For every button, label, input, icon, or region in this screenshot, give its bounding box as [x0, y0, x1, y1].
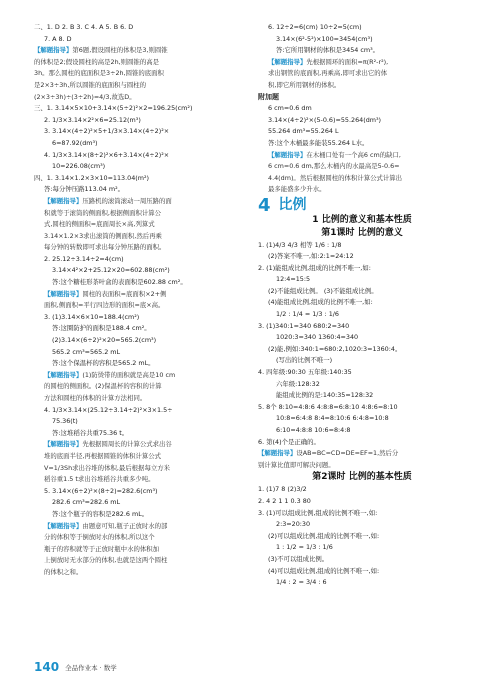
answer-text: 2. 25.12÷3.14÷2=4(cm)	[44, 254, 124, 263]
answer-line	[34, 393, 242, 405]
lesson-1-answers	[258, 240, 466, 472]
answer-text: 7. A 8. D	[44, 34, 72, 43]
answer-text: 最多能盛多少升水。	[268, 185, 326, 194]
answer-text: 面积,侧面积=平行四边形的面积=底×高。	[44, 301, 165, 310]
answer-line	[34, 68, 242, 80]
answer-text: 3. (1)3.14×6×10=188.4(cm²)	[44, 312, 140, 321]
answer-text: 2:3=20:30	[276, 520, 311, 529]
answer-line	[258, 390, 466, 402]
hint-label: 【解题指导】	[258, 449, 297, 458]
answer-line	[258, 263, 466, 275]
answer-text: 式,圆柱的侧面积=底面周长×高,列算式	[44, 220, 155, 229]
answer-text: 2. 4 2 1 1 0.3 80	[258, 496, 311, 505]
answer-line	[34, 370, 242, 382]
answer-text: 的圆柱的侧面积。(2)保温杯的容积的计算	[44, 382, 162, 391]
answer-line	[258, 460, 466, 472]
hint-label: 【解题指导】	[268, 150, 307, 159]
answer-text: (2×3÷3h)÷(3÷2h)=4/3,故选D。	[34, 92, 136, 101]
answer-line	[34, 115, 242, 127]
page-number: 140	[34, 660, 60, 674]
answer-text: 10=226.08(cm³)	[52, 162, 106, 171]
answer-text: 上倒放时无水部分的体积,也就是这两个圆柱	[44, 556, 168, 565]
hint-label: 【解题指导】	[44, 521, 83, 530]
answer-line	[258, 297, 466, 309]
answer-text: 2. (1)能组成比例,组成的比例不唯一,如:	[258, 263, 371, 272]
chapter-title: 比例	[278, 196, 307, 213]
answer-line	[34, 45, 242, 57]
answer-text: 3h。那么圆柱的底面积是3÷2h,圆锥的底面积	[34, 69, 164, 78]
answer-text: 二、1. D 2. B 3. C 4. A 5. B 6. D	[34, 23, 134, 31]
answer-line	[258, 577, 466, 589]
answer-line	[34, 103, 242, 115]
answer-text: 答:这个木桶最多能装55.264 L水。	[268, 138, 369, 147]
answer-text: 565.2 cm³=565.2 mL	[52, 347, 121, 356]
answer-text: 1. (1)7 8 (2)3/2	[258, 485, 307, 494]
answer-line	[258, 332, 466, 344]
right-column	[258, 22, 466, 589]
answer-text: 附加题	[258, 92, 279, 101]
answer-text: 4. 1/3×3.14×(8÷2)²×6+3.14×(4÷2)²×	[44, 150, 170, 159]
answer-line	[34, 254, 242, 266]
answer-text: 3. 3.14×(4÷2)²×5+1/3×3.14×(4÷2)²×	[44, 127, 170, 136]
answer-line	[258, 554, 466, 566]
answer-text: 分的体积等于倒放时水的体积,所以这个	[44, 533, 155, 542]
answer-text: 瓶子的容积就等于正放时瓶中水的体积加	[44, 544, 160, 553]
answer-text: (2)不能组成比例。 (3)不能组成比例。	[268, 286, 378, 295]
left-column	[34, 22, 242, 579]
answer-text: (4)可以组成比例,组成的比例不唯一,如:	[268, 566, 380, 575]
answer-line	[34, 173, 242, 185]
answer-line	[34, 184, 242, 196]
answer-text: 答:这堆稻谷共重75.36 t。	[52, 428, 129, 437]
answer-text: 第6题,假设圆柱的体积是3,则圆锥	[72, 46, 168, 55]
answer-text: (1)防烫带的面积就是高是10 cm	[82, 370, 176, 379]
answer-line	[34, 532, 242, 544]
answer-line	[258, 45, 466, 57]
answer-line	[258, 496, 466, 508]
answer-text: 答:这个保温杯的容积是565.2 mL。	[52, 359, 155, 368]
answer-line	[258, 379, 466, 391]
answer-text: 6. 第(4)个是正确的。	[258, 437, 320, 446]
answer-text: 积,即它所用钢材的体积。	[268, 80, 341, 89]
answer-line	[34, 405, 242, 417]
answer-text: 堆的底面半径,再根据圆锥的体积计算公式	[44, 451, 162, 460]
answer-text: 10:8=6:4:8 8:4=8:10:6 6:4:8=10:8	[276, 414, 389, 423]
answer-text: 先根据圆环的面积=π(R²-r²),	[306, 57, 389, 66]
hint-label: 【解题指导】	[44, 370, 83, 379]
lesson-2-answers	[258, 484, 466, 588]
answer-text: (写出的比例不唯一)	[276, 356, 333, 365]
answer-line	[34, 265, 242, 277]
answer-line	[258, 34, 466, 46]
answer-line	[258, 184, 466, 196]
answer-text: 6 cm=0.6 dm	[268, 104, 312, 113]
answer-line	[34, 161, 242, 173]
answer-line	[34, 347, 242, 359]
answer-text: 3.14×4²×2+25.12×20=602.88(cm²)	[52, 266, 170, 275]
answer-text: 3.14×(4÷2)²×(5-0.6)=55.264(dm³)	[268, 115, 382, 124]
answer-text: (2)能,例如:340:1=680:2,1020:3=1360:4。	[268, 344, 402, 353]
answer-text: (4)能组成比例,组成的比例不唯一,如:	[268, 298, 373, 307]
answer-line	[258, 531, 466, 543]
answer-line	[34, 126, 242, 138]
answer-text: 圆柱的表面积=底面积×2+侧	[82, 289, 167, 298]
answer-line	[34, 486, 242, 498]
answer-line	[34, 381, 242, 393]
answer-line	[258, 80, 466, 92]
answer-text: 答:每分钟压路113.04 m²。	[44, 185, 125, 194]
book-title: 全品作业本 · 数学	[65, 663, 117, 672]
hint-label: 【解题指导】	[44, 289, 83, 298]
chapter-number: 4	[258, 194, 271, 216]
answer-text: 稻谷重1.5 t求出谷堆稻谷共重多少吨。	[44, 475, 155, 484]
answer-line	[34, 463, 242, 475]
answer-line	[34, 34, 242, 46]
answer-line	[258, 57, 466, 69]
answer-line	[34, 312, 242, 324]
answer-line	[34, 428, 242, 440]
answer-text: 5. 3.14×(6÷2)²×(8÷2)=282.6(cm³)	[44, 486, 158, 495]
answer-text: 1. (1)4/3 4/3 相等 1/6 : 1/8	[258, 240, 342, 249]
answer-line	[258, 402, 466, 414]
answer-text: 1 : 1/2 = 1/3 : 1/6	[276, 543, 333, 552]
answer-line	[34, 567, 242, 579]
answer-line	[258, 367, 466, 379]
hint-label: 【解题指导】	[44, 440, 83, 449]
answer-text: 6:10=4:8:8 10:6=8:4:8	[276, 426, 351, 434]
answer-text: 答:这个瓶子的容积是282.6 mL。	[52, 509, 149, 518]
answer-text: 能组成比例的是:140:35=128:32	[276, 391, 374, 400]
chapter-heading	[258, 194, 466, 216]
answer-line	[258, 425, 466, 437]
answer-line	[258, 150, 466, 162]
answer-text: 3. (1)340:1=340 680:2=340	[258, 321, 350, 330]
answer-text: 别计算比值即可解决问题。	[258, 460, 335, 469]
answer-text: 3.14×1.2×3求出滚筒的侧面积,然后再乘	[44, 231, 162, 240]
answer-line	[258, 92, 466, 104]
answer-line	[34, 509, 242, 521]
section-title: 1 比例的意义和基本性质	[312, 214, 412, 225]
answer-text: 12:4=15:5	[276, 275, 311, 284]
answer-line	[258, 309, 466, 321]
answer-line	[258, 68, 466, 80]
answer-line	[258, 508, 466, 520]
answer-line	[34, 555, 242, 567]
answer-line	[258, 448, 466, 460]
answer-line	[34, 497, 242, 509]
answer-line	[34, 451, 242, 463]
answer-line	[34, 277, 242, 289]
answer-line	[34, 231, 242, 243]
answer-text: 2. 1/3×3.14×2²×6=25.12(m³)	[44, 115, 141, 124]
answer-text: 答:它所用钢材的体积是3454 cm³。	[276, 46, 380, 55]
answer-text: 5. 8个 8:10=4:8:6 4:8:8=6:8:10 4:8:6=8:10	[258, 402, 398, 411]
answer-line	[258, 103, 466, 115]
answer-text: (3)不可以组成比例。	[268, 554, 329, 563]
answer-text: 四、1. 3.14×1.2×3×10=113.04(m²)	[34, 173, 150, 182]
answer-text: 由题意可知,瓶子正放时水的部	[82, 521, 168, 530]
answer-text: (2)答案不唯一,如:2:1=24:12	[268, 252, 354, 261]
answer-line	[34, 150, 242, 162]
answer-line	[258, 126, 466, 138]
answer-line	[34, 335, 242, 347]
hint-label: 【解题指导】	[44, 196, 83, 205]
answer-line	[34, 92, 242, 104]
answer-line	[258, 321, 466, 333]
answer-line	[258, 566, 466, 578]
answer-text: 6 cm=0.6 dm,那么木桶内的水最高是5-0.6=	[268, 162, 400, 171]
answer-line	[34, 242, 242, 254]
answer-line	[258, 484, 466, 496]
answer-line	[34, 289, 242, 301]
answer-line	[34, 439, 242, 451]
answer-text: (2)3.14×(6÷2)²×20=565.2(cm³)	[52, 336, 157, 345]
answer-text: 4.4(dm)。然后根据圆柱的体积计算公式计算出	[268, 173, 403, 182]
answer-text: 6. 12÷2=6(cm) 10÷2=5(cm)	[268, 23, 362, 31]
answer-line	[34, 219, 242, 231]
answer-line	[34, 80, 242, 92]
answer-text: 求出钢管的底面积,再乘高,即可求出它的体	[268, 69, 388, 78]
answer-line	[34, 416, 242, 428]
hint-label: 【解题指导】	[34, 46, 73, 55]
answer-text: 75.36(t)	[52, 417, 78, 426]
answer-line	[258, 115, 466, 127]
page-footer	[34, 660, 117, 674]
answer-text: 3.14×(6²-5²)×100=3454(cm³)	[276, 34, 373, 43]
answer-line	[34, 57, 242, 69]
answer-line	[34, 521, 242, 533]
answer-text: 压路机的滚筒滚动一周压路的面	[82, 196, 172, 205]
answer-line	[34, 138, 242, 150]
answer-line	[258, 22, 466, 34]
answer-line	[34, 300, 242, 312]
answer-line	[258, 519, 466, 531]
answer-text: 55.264 dm³=55.264 L	[268, 127, 339, 136]
answer-line	[258, 161, 466, 173]
answers-continued	[258, 22, 466, 196]
answer-text: 4. 四年级:90:30 五年级:140:35	[258, 368, 352, 377]
answer-line	[258, 240, 466, 252]
answer-text: 是2×3÷3h,所以圆锥的底面积与圆柱的	[34, 80, 147, 89]
answer-line	[258, 355, 466, 367]
answer-line	[258, 286, 466, 298]
answer-line	[258, 274, 466, 286]
answer-text: (2)可以组成比例,组成的比例不唯一,如:	[268, 531, 380, 540]
answer-line	[258, 344, 466, 356]
answer-line	[34, 22, 242, 34]
answer-text: 方法和圆柱的体积的计算方法相同。	[44, 394, 147, 402]
hint-label: 【解题指导】	[268, 57, 307, 66]
answer-text: V=1/3Sh求出谷堆的体积,最后根据每立方米	[44, 463, 171, 472]
answer-line	[258, 138, 466, 150]
answer-text: 在木桶口处有一个高6 cm的缺口,	[306, 150, 401, 159]
answer-text: 1020:3=340 1360:4=340	[276, 333, 359, 342]
answer-line	[34, 323, 242, 335]
answer-line	[34, 358, 242, 370]
answer-line	[34, 474, 242, 486]
answer-text: 3. (1)可以组成比例,组成的比例不唯一,如:	[258, 508, 378, 517]
answer-text: 设AB=BC=CD=DE=EF=1,然后分	[296, 449, 399, 458]
answer-line	[258, 251, 466, 263]
lesson-title-1: 第1课时 比例的意义	[321, 227, 403, 238]
answer-line	[34, 208, 242, 220]
answer-text: 6=87.92(dm³)	[52, 138, 98, 147]
answer-text: 答:这圈防护的面积是188.4 cm²。	[52, 324, 151, 333]
answer-line	[34, 544, 242, 556]
answer-line	[258, 413, 466, 425]
answer-text: 1/2 : 1/4 = 1/3 : 1/6	[276, 310, 339, 319]
answer-text: 先根据圆周长的计算公式求出谷	[82, 440, 172, 449]
answer-text: 三、1. 3.14×5×10+3.14×(5÷2)²×2=196.25(cm²)	[34, 104, 193, 113]
lesson-title-2: 第2课时 比例的基本性质	[312, 472, 412, 483]
answer-text: 答:这个糖桂形茶叶盒的表面积是602.88 cm²。	[52, 278, 187, 287]
answer-text: 的体积是2;假设圆柱的高是2h,则圆锥的高是	[34, 57, 160, 66]
answer-text: 每分钟的转数即可求出每分钟压路的面积。	[44, 243, 166, 252]
answer-text: 的体积之和。	[44, 567, 83, 576]
answer-text: 积就等于滚筒的侧面积,根据侧面积计算公	[44, 208, 162, 217]
answer-text: 4. 1/3×3.14×(25.12÷3.14÷2)²×3×1.5÷	[44, 405, 173, 414]
answer-text: 282.6 cm³=282.6 mL	[52, 498, 121, 507]
answer-line	[258, 542, 466, 554]
answer-line	[34, 196, 242, 208]
answer-line	[258, 173, 466, 185]
answer-line	[258, 437, 466, 449]
answer-text: 1/4 : 2 = 3/4 : 6	[276, 578, 327, 587]
answer-text: 六年级:128:32	[276, 379, 320, 388]
